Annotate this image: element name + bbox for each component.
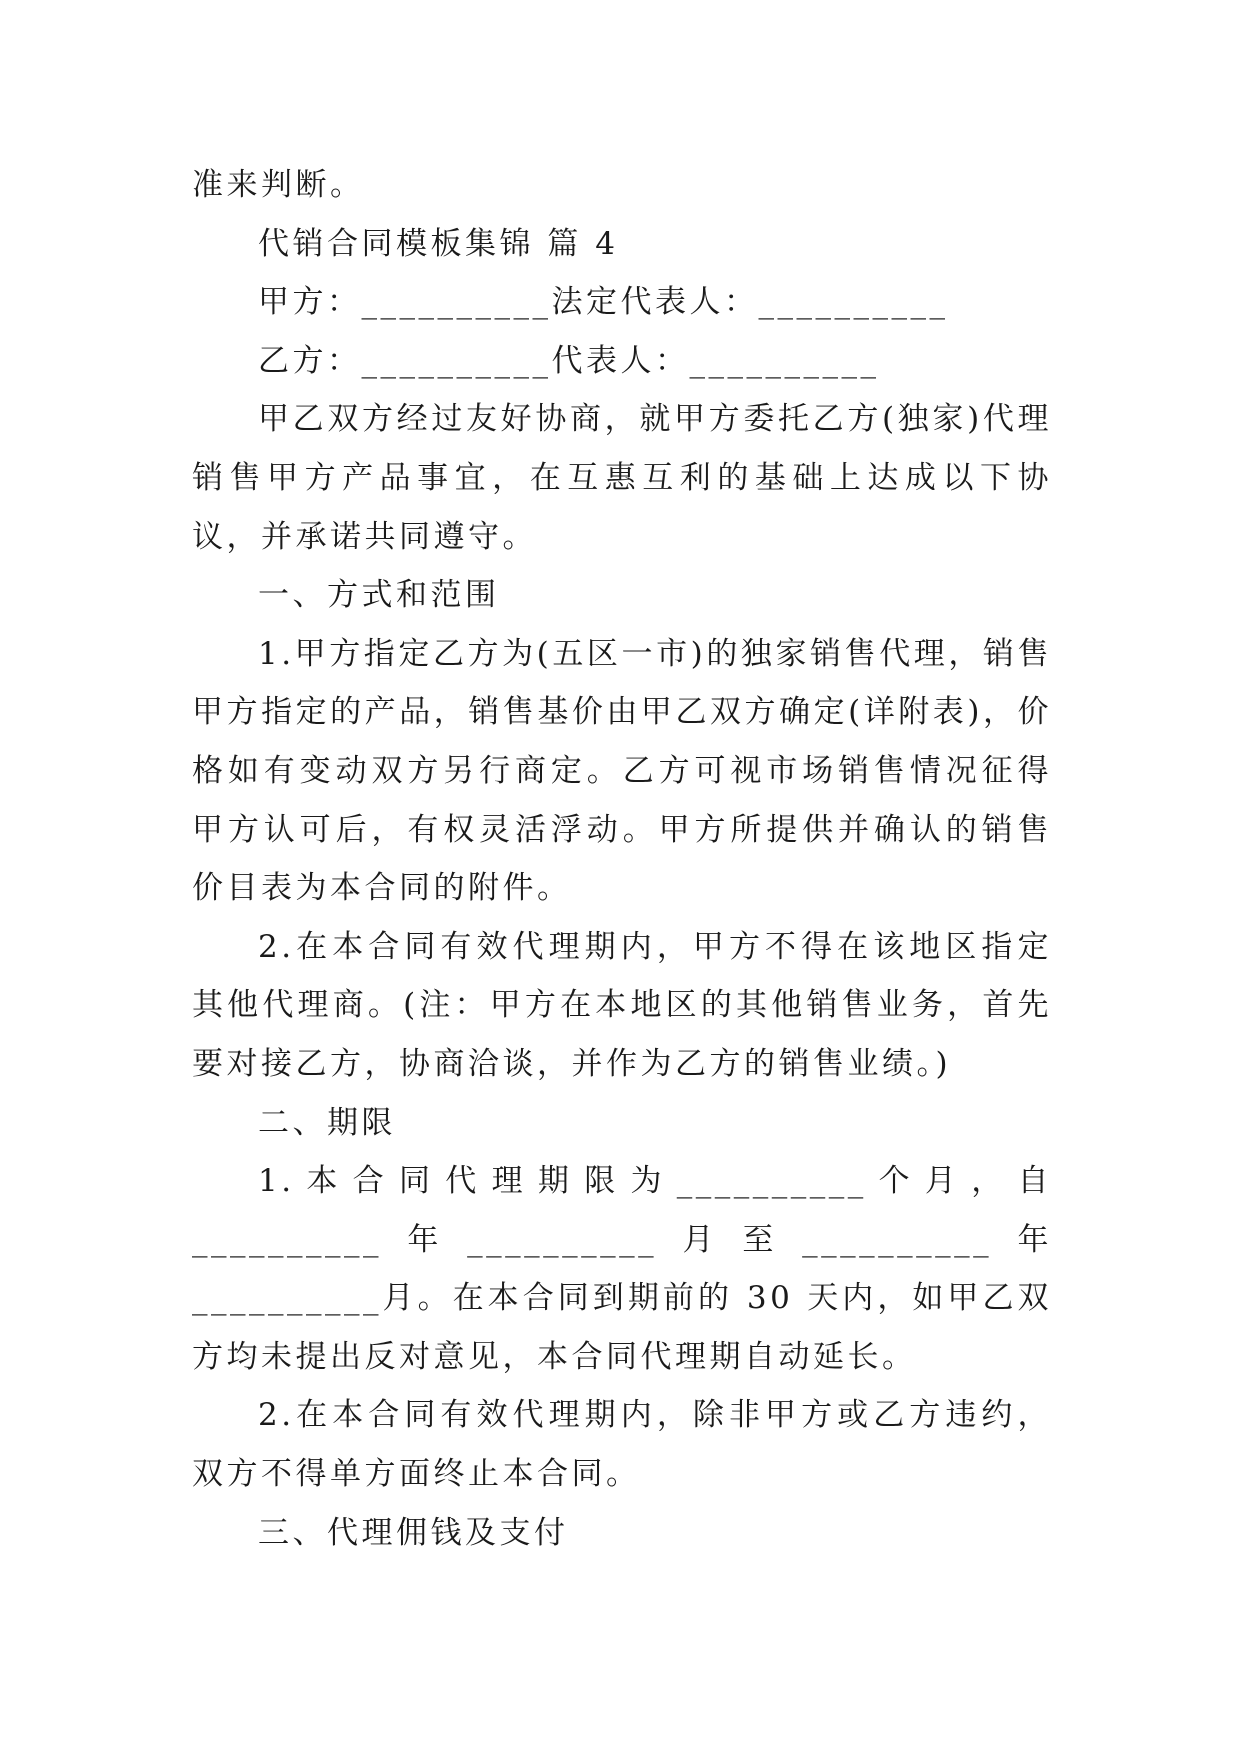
- document-body: [192, 156, 1052, 1562]
- clause-2-2: 2.在本合同有效代理期内，除非甲方或乙方违约，双方不得单方面终止本合同。: [192, 1397, 1052, 1493]
- heading-scope: 一、方式和范围: [258, 577, 500, 614]
- heading-commission: 三、代理佣钱及支付: [258, 1514, 569, 1551]
- clause-2-1: 1.本合同代理期限为__________个月，自__________年__________月至__________年__________月。在本合同到期前的 30 天内，如甲乙双方均未提出反对意见，本合同代理期自动延长。: [192, 1163, 1052, 1375]
- preamble-paragraph: 甲乙双方经过友好协商，就甲方委托乙方(独家)代理销售甲方产品事宜，在互惠互利的基础上达成以下协议，并承诺共同遵守。: [192, 401, 1052, 555]
- heading-term: 二、期限: [258, 1104, 396, 1141]
- paragraph-continuation: 准来判断。: [192, 167, 365, 203]
- party-a-line: 甲方：__________法定代表人：__________: [258, 284, 949, 321]
- section-title: 代销合同模板集锦 篇 4: [258, 225, 619, 262]
- clause-1-1: 1.甲方指定乙方为(五区一市)的独家销售代理，销售甲方指定的产品，销售基价由甲乙双方确定(详附表)，价格如有变动双方另行商定。乙方可视市场销售情况征得甲方认可后，有权灵活浮动。甲方所提供并确认的销售价目表为本合同的附件。: [192, 635, 1052, 907]
- party-b-line: 乙方：__________代表人：__________: [258, 342, 880, 379]
- clause-1-2: 2.在本合同有效代理期内，甲方不得在该地区指定其他代理商。(注：甲方在本地区的其他销售业务，首先要对接乙方，协商洽谈，并作为乙方的销售业绩。): [192, 928, 1052, 1082]
